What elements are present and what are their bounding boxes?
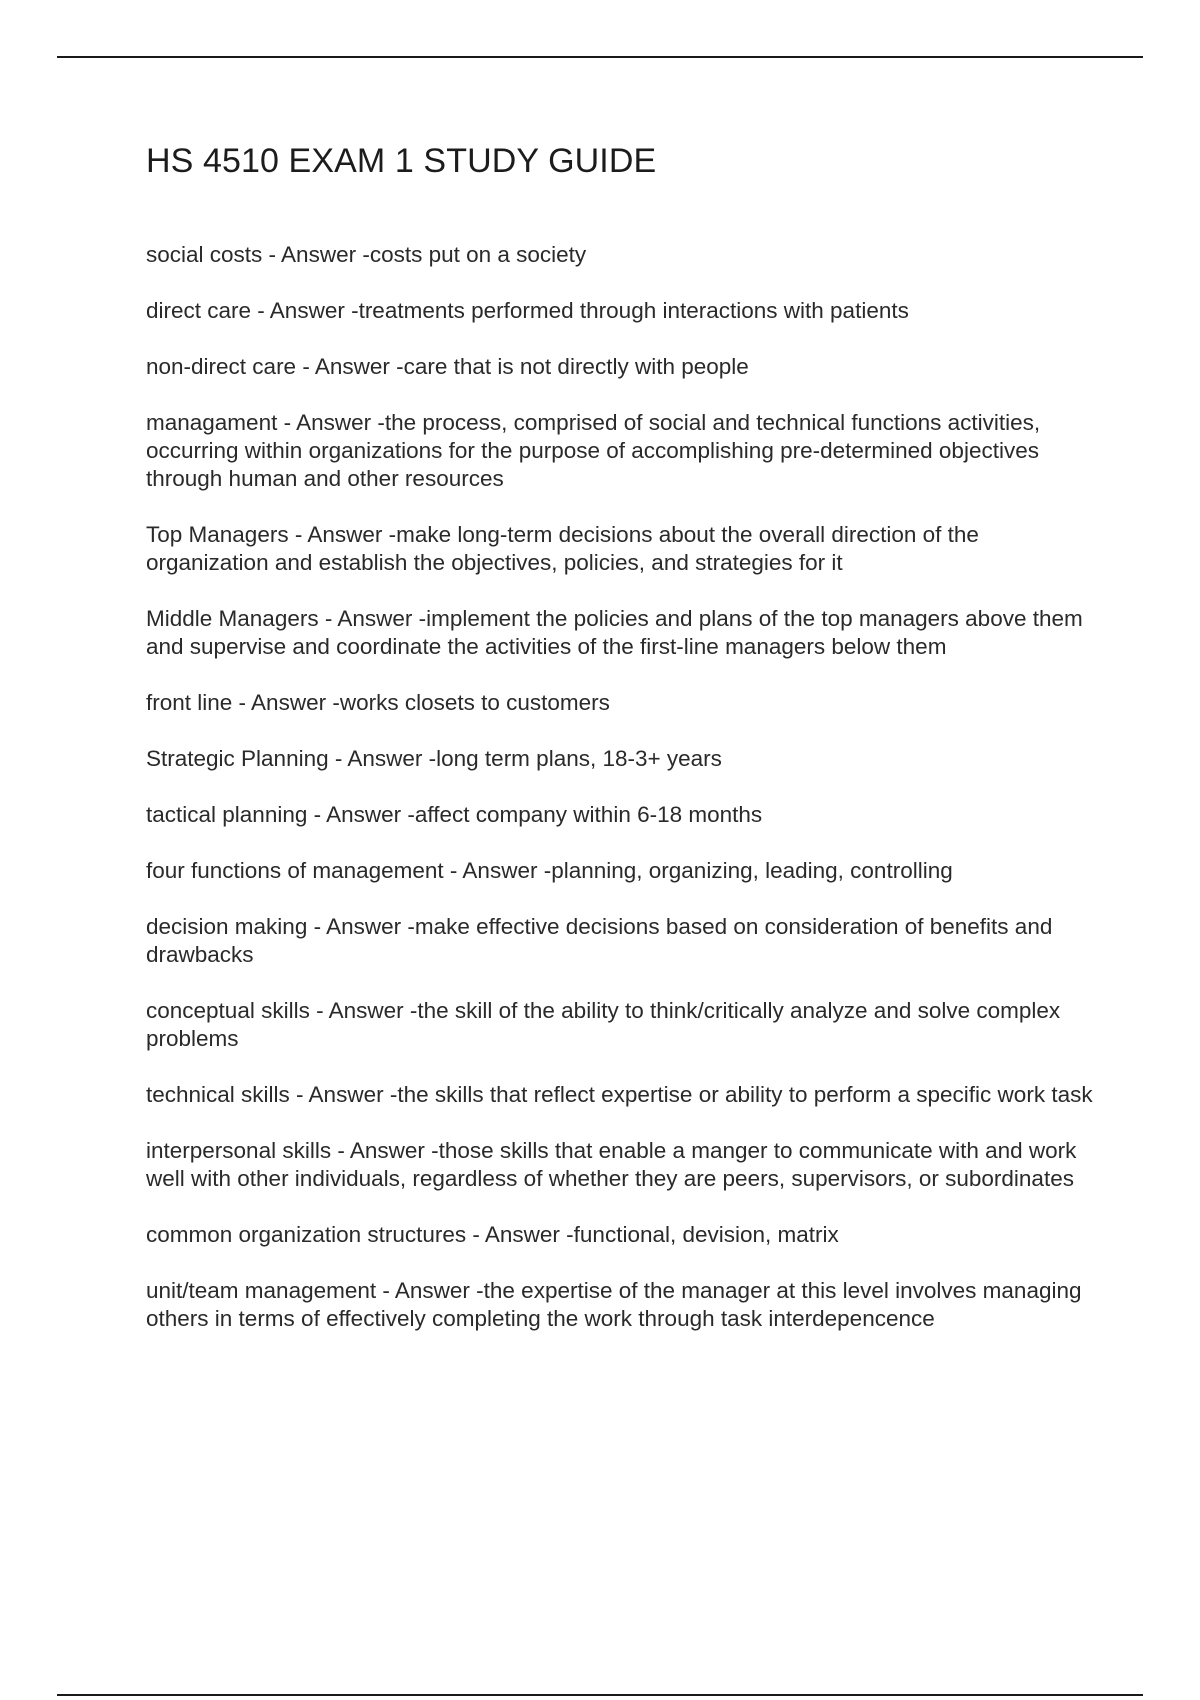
list-item: front line - Answer -works closets to customers (146, 690, 610, 715)
list-item: social costs - Answer -costs put on a society (146, 242, 587, 267)
list-item: tactical planning - Answer -affect company within 6-18 months (146, 802, 763, 827)
list-item: Strategic Planning - Answer -long term plans, 18-3+ years (146, 746, 722, 771)
top-rule (57, 56, 1143, 58)
list-item: non-direct care - Answer -care that is not directly with people (146, 354, 749, 379)
list-item: managament - Answer -the process, comprised of social and technical functions activities, occurring within organizations for the purpose of accomplishing pre-determined objectives through human and other resources (146, 410, 1041, 491)
list-item: Top Managers - Answer -make long-term decisions about the overall direction of the organization and establish the objectives, policies, and strategies for it (146, 522, 979, 575)
bottom-rule (57, 1694, 1143, 1696)
list-item: technical skills - Answer -the skills that reflect expertise or ability to perform a specific work task (146, 1082, 1093, 1107)
list-item: conceptual skills - Answer -the skill of the ability to think/critically analyze and solve complex problems (146, 998, 1061, 1051)
list-item: direct care - Answer -treatments performed through interactions with patients (146, 298, 909, 323)
list-item: interpersonal skills - Answer -those skills that enable a manger to communicate with and work well with other individuals, regardless of whether they are peers, supervisors, or subordinates (146, 1138, 1077, 1191)
list-item: decision making - Answer -make effective decisions based on consideration of benefits and drawbacks (146, 914, 1053, 967)
list-item: common organization structures - Answer -functional, devision, matrix (146, 1222, 839, 1247)
list-item: Middle Managers - Answer -implement the policies and plans of the top managers above them and supervise and coordinate the activities of the first-line managers below them (146, 606, 1083, 659)
list-item: unit/team management - Answer -the expertise of the manager at this level involves managing others in terms of effectively completing the work through task interdepencence (146, 1278, 1082, 1331)
list-item: four functions of management - Answer -planning, organizing, leading, controlling (146, 858, 953, 883)
study-guide-list (146, 241, 1096, 1361)
page-title: HS 4510 EXAM 1 STUDY GUIDE (146, 142, 657, 180)
